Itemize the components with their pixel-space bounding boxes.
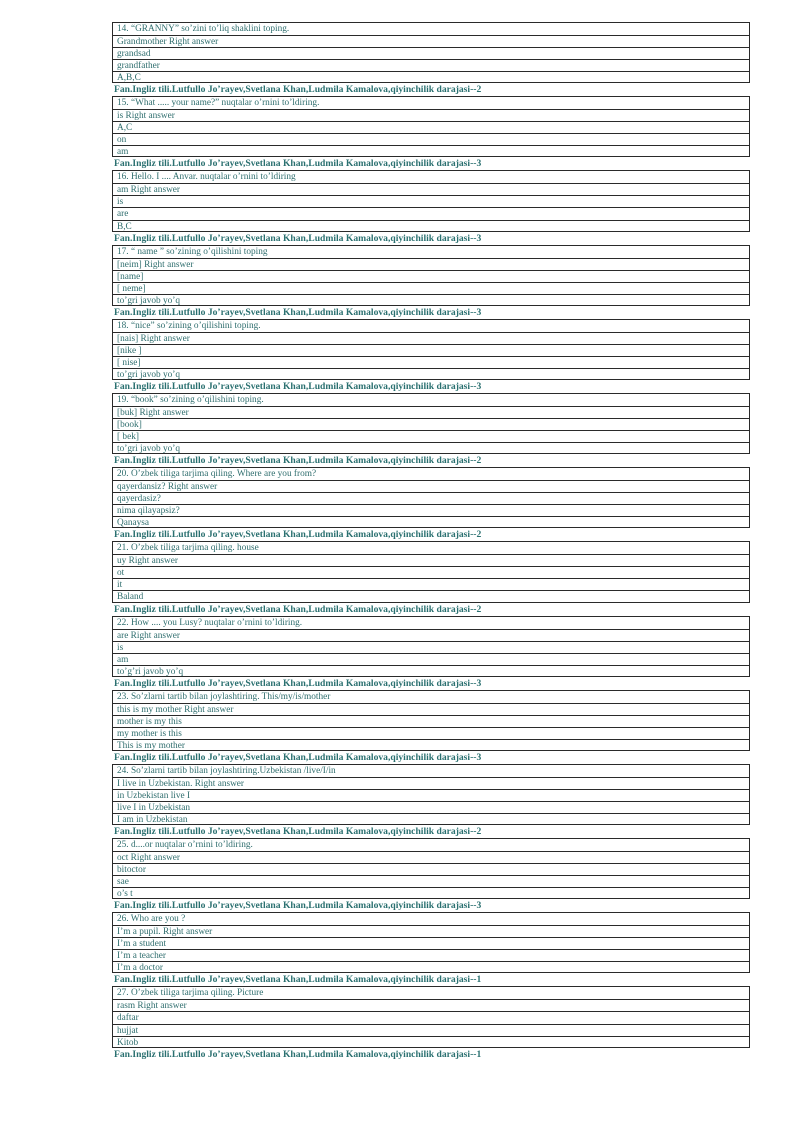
answer-option: hujjat <box>112 1024 750 1036</box>
answer-option: I’m a student <box>112 937 750 949</box>
answer-option: on <box>112 133 750 145</box>
answer-option: am <box>112 145 750 157</box>
answer-option: grandfather <box>112 59 750 71</box>
answer-option: are <box>112 207 750 219</box>
answer-option: live I in Uzbekistan <box>112 801 750 813</box>
question-text: 14. “GRANNY” so’zini to’liq shaklini toping. <box>112 22 750 35</box>
answer-option: This is my mother <box>112 739 750 751</box>
answer-option: A,B,C <box>112 71 750 83</box>
question-block <box>112 319 750 393</box>
answer-option: [ neme] <box>112 282 750 294</box>
answer-option: my mother is this <box>112 727 750 739</box>
answer-option: bitoctor <box>112 863 750 875</box>
subject-meta-line: Fan.Ingliz tili.Lutfullo Jo’rayev,Svetlana Khan,Ludmila Kamalova,qiyinchilik darajasi--2 <box>114 603 482 615</box>
question-text: 18. “nice” so’zining o’qilishini toping. <box>112 319 750 332</box>
answer-option: it <box>112 578 750 590</box>
question-block <box>112 22 750 96</box>
answer-option: mother is my this <box>112 715 750 727</box>
answer-option: Baland <box>112 590 750 602</box>
answer-option: B,C <box>112 220 750 232</box>
answer-option: to’gri javob yo’q <box>112 368 750 380</box>
answer-option: to’g’ri javob yo’q <box>112 665 750 677</box>
answer-option: in Uzbekistan live I <box>112 789 750 801</box>
question-block <box>112 541 750 615</box>
answer-option: I’m a doctor <box>112 961 750 973</box>
subject-meta-line: Fan.Ingliz tili.Lutfullo Jo’rayev,Svetlana Khan,Ludmila Kamalova,qiyinchilik darajasi--3 <box>114 380 482 392</box>
question-block <box>112 616 750 690</box>
answer-option: [book] <box>112 418 750 430</box>
question-block <box>112 690 750 764</box>
answer-option: [ nise] <box>112 356 750 368</box>
question-block <box>112 170 750 244</box>
question-text: 26. Who are you ? <box>112 912 750 925</box>
answer-option-correct: oct Right answer <box>112 851 750 863</box>
answer-option-correct: Grandmother Right answer <box>112 35 750 47</box>
answer-option-correct: are Right answer <box>112 629 750 641</box>
subject-meta-line: Fan.Ingliz tili.Lutfullo Jo’rayev,Svetlana Khan,Ludmila Kamalova,qiyinchilik darajasi--3 <box>114 677 482 689</box>
subject-meta-line: Fan.Ingliz tili.Lutfullo Jo’rayev,Svetlana Khan,Ludmila Kamalova,qiyinchilik darajasi--1 <box>114 1048 482 1060</box>
question-text: 23. So’zlarni tartib bilan joylashtiring. This/my/is/mother <box>112 690 750 703</box>
answer-option: o’s t <box>112 887 750 899</box>
answer-option: Kitob <box>112 1036 750 1048</box>
question-text: 20. O’zbek tiliga tarjima qiling. Where are you from? <box>112 467 750 480</box>
subject-meta-line: Fan.Ingliz tili.Lutfullo Jo’rayev,Svetlana Khan,Ludmila Kamalova,qiyinchilik darajasi--2 <box>114 529 482 541</box>
answer-option: sae <box>112 875 750 887</box>
question-text: 22. How .... you Lusy? nuqtalar o’rnini to’ldiring. <box>112 616 750 629</box>
subject-meta-line: Fan.Ingliz tili.Lutfullo Jo’rayev,Svetlana Khan,Ludmila Kamalova,qiyinchilik darajasi--3 <box>114 306 482 318</box>
question-block <box>112 245 750 319</box>
question-text: 25. d....or nuqtalar o’rnini to’ldiring. <box>112 838 750 851</box>
question-text: 19. “book” so’zining o’qilishini toping. <box>112 393 750 406</box>
question-text: 24. So’zlarni tartib bilan joylashtiring.Uzbekistan /live/I/in <box>112 764 750 777</box>
answer-option-correct: I live in Uzbekistan. Right answer <box>112 777 750 789</box>
answer-option-correct: qayerdansiz? Right answer <box>112 480 750 492</box>
answer-option-correct: [nais] Right answer <box>112 332 750 344</box>
question-text: 16. Hello. I .... Anvar. nuqtalar o’rnini to’ldiring <box>112 170 750 183</box>
subject-meta-line: Fan.Ingliz tili.Lutfullo Jo’rayev,Svetlana Khan,Ludmila Kamalova,qiyinchilik darajasi--3 <box>114 900 482 912</box>
question-block <box>112 912 750 986</box>
answer-option-correct: uy Right answer <box>112 554 750 566</box>
subject-meta-line: Fan.Ingliz tili.Lutfullo Jo’rayev,Svetlana Khan,Ludmila Kamalova,qiyinchilik darajasi--2 <box>114 84 482 96</box>
question-block <box>112 393 750 467</box>
subject-meta-line: Fan.Ingliz tili.Lutfullo Jo’rayev,Svetlana Khan,Ludmila Kamalova,qiyinchilik darajasi--3 <box>114 232 482 244</box>
answer-option: I’m a teacher <box>112 949 750 961</box>
answer-option: I am in Uzbekistan <box>112 813 750 825</box>
answer-option-correct: [neim] Right answer <box>112 258 750 270</box>
answer-option: is <box>112 641 750 653</box>
answer-option: A,C <box>112 121 750 133</box>
answer-option-correct: this is my mother Right answer <box>112 703 750 715</box>
question-block <box>112 467 750 541</box>
answer-option-correct: I’m a pupil. Right answer <box>112 925 750 937</box>
subject-meta-line: Fan.Ingliz tili.Lutfullo Jo’rayev,Svetlana Khan,Ludmila Kamalova,qiyinchilik darajasi--2 <box>114 455 482 467</box>
answer-option: [name] <box>112 270 750 282</box>
question-text: 27. O’zbek tiliga tarjima qiling. Picture <box>112 986 750 999</box>
answer-option: is <box>112 195 750 207</box>
answer-option: Qanaysa <box>112 516 750 528</box>
answer-option: [ bek] <box>112 430 750 442</box>
answer-option: [nike ] <box>112 344 750 356</box>
question-block <box>112 838 750 912</box>
question-text: 15. “What ..... your name?” nuqtalar o’rnini to’ldiring. <box>112 96 750 109</box>
answer-option: to’gri javob yo’q <box>112 442 750 454</box>
answer-option: nima qilayapsiz? <box>112 504 750 516</box>
answer-option-correct: rasm Right answer <box>112 999 750 1011</box>
answer-option: ot <box>112 566 750 578</box>
answer-option: grandsad <box>112 47 750 59</box>
answer-option: qayerdasiz? <box>112 492 750 504</box>
answer-option-correct: is Right answer <box>112 109 750 121</box>
question-block <box>112 96 750 170</box>
subject-meta-line: Fan.Ingliz tili.Lutfullo Jo’rayev,Svetlana Khan,Ludmila Kamalova,qiyinchilik darajasi--3 <box>114 751 482 763</box>
answer-option-correct: [buk] Right answer <box>112 406 750 418</box>
answer-option: to’gri javob yo’q <box>112 294 750 306</box>
question-block <box>112 986 750 1060</box>
answer-option-correct: am Right answer <box>112 183 750 195</box>
answer-option: am <box>112 653 750 665</box>
question-text: 21. O’zbek tiliga tarjima qiling. house <box>112 541 750 554</box>
subject-meta-line: Fan.Ingliz tili.Lutfullo Jo’rayev,Svetlana Khan,Ludmila Kamalova,qiyinchilik darajasi--1 <box>114 974 482 986</box>
question-text: 17. “ name ” so’zining o’qilishini toping <box>112 245 750 258</box>
subject-meta-line: Fan.Ingliz tili.Lutfullo Jo’rayev,Svetlana Khan,Ludmila Kamalova,qiyinchilik darajasi--3 <box>114 158 482 170</box>
subject-meta-line: Fan.Ingliz tili.Lutfullo Jo’rayev,Svetlana Khan,Ludmila Kamalova,qiyinchilik darajasi--2 <box>114 826 482 838</box>
question-block <box>112 764 750 838</box>
question-sheet <box>112 22 750 1061</box>
answer-option: daftar <box>112 1011 750 1023</box>
